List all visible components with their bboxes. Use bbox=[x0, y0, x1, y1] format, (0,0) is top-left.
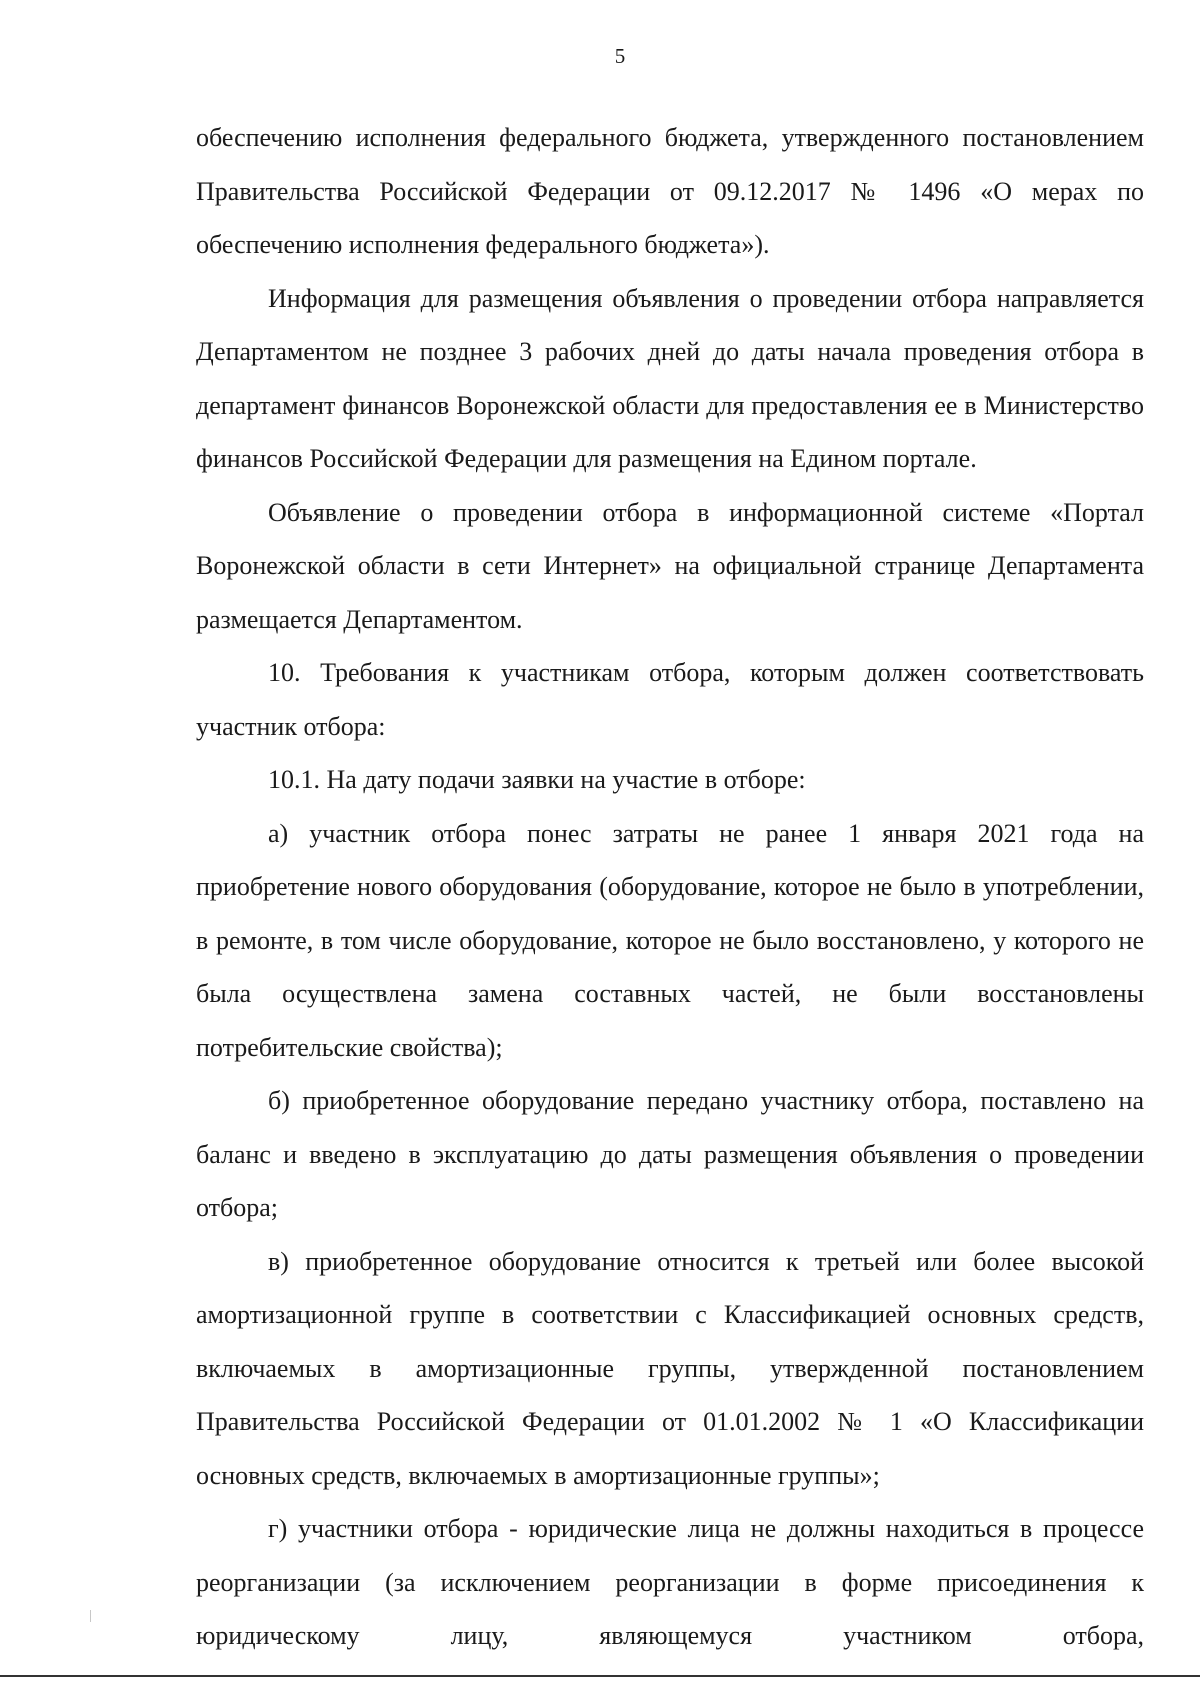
paragraph-requirements-date: 10.1. На дату подачи заявки на участие в отборе: bbox=[268, 765, 806, 794]
page-number: 5 bbox=[614, 44, 626, 68]
bottom-edge-rule bbox=[0, 1675, 1200, 1677]
document-body bbox=[196, 111, 1144, 1663]
paragraph-item-g: г) участники отбора - юридические лица не должны находиться в процессе реорганизации (за исключением реорганизации в форме присоединения к юридическому лицу, являющемуся участником отбора, bbox=[196, 1514, 1144, 1650]
paragraph-requirements-heading: 10. Требования к участникам отбора, которым должен соответствовать участник отбора: bbox=[196, 658, 1144, 741]
paragraph-announcement-portal: Объявление о проведении отбора в информационной системе «Портал Воронежской области в сети Интернет» на официальной странице Департамента размещается Департаментом. bbox=[196, 497, 1144, 634]
paragraph-item-a: а) участник отбора понес затраты не ранее 1 января 2021 года на приобретение нового оборудования (оборудование, которое не было в употреблении, в ремонте, в том числе оборудование, которое не было восстановлено, у которого не была осуществлена замена составных частей, не были восстановлены потребительские свойства); bbox=[196, 818, 1144, 1062]
paragraph-item-b: б) приобретенное оборудование передано участнику отбора, поставлено на баланс и введено в эксплуатацию до даты размещения объявления о проведении отбора; bbox=[196, 1086, 1144, 1222]
paragraph-announcement-info: Информация для размещения объявления о проведении отбора направляется Департаментом не позднее 3 рабочих дней до даты начала проведения отбора в департамент финансов Воронежской области для предоставления ее в Министерство финансов Российской Федерации для размещения на Едином портале. bbox=[196, 283, 1144, 473]
paragraph-item-v: в) приобретенное оборудование относится к третьей или более высокой амортизационной группе в соответствии с Классификацией основных средств, включаемых в амортизационные группы, утвержденной постановлением Правительства Российской Федерации от 01.01.2002 № 1 «О Классификации основных средств, включаемых в амортизационные группы»; bbox=[196, 1246, 1144, 1490]
paragraph-continuation: обеспечению исполнения федерального бюджета, утвержденного постановлением Правительства Российской Федерации от 09.12.2017 № 1496 «О мерах по обеспечению исполнения федерального бюджета»). bbox=[196, 123, 1144, 259]
scan-artifact bbox=[90, 1610, 91, 1622]
